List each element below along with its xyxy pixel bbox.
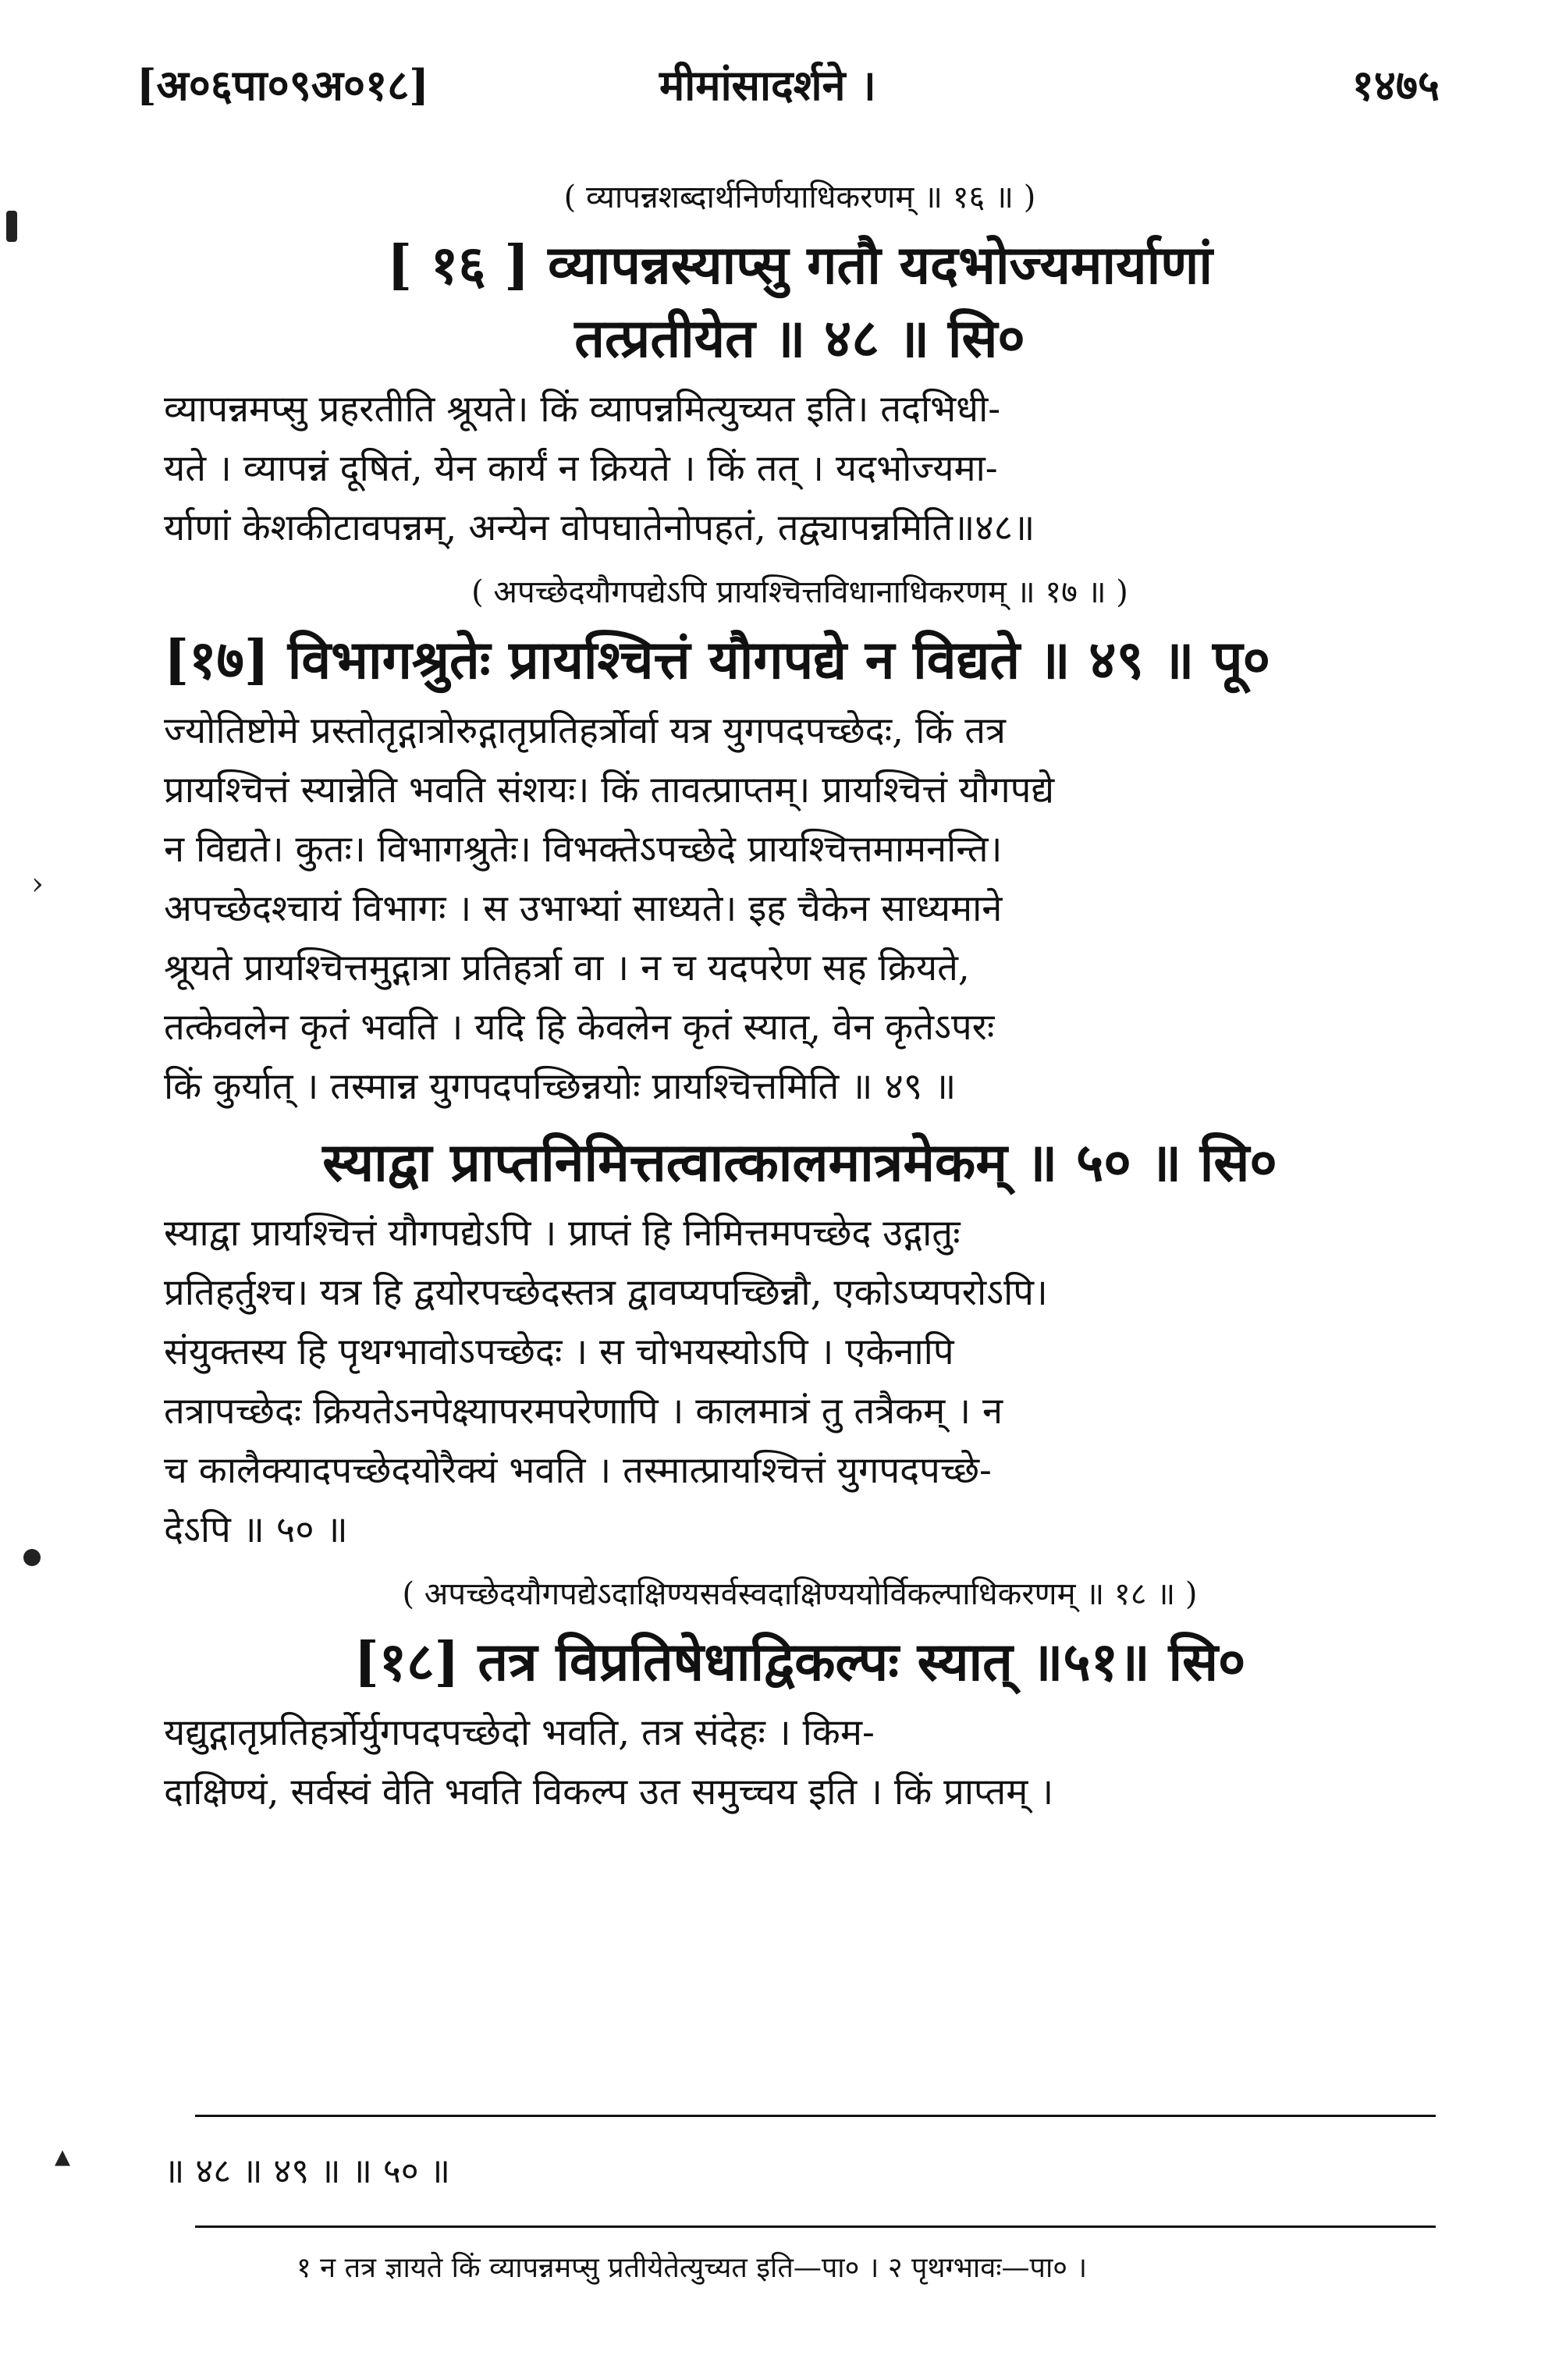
sutra-reference-line: ॥ ४८ ॥ ४९ ॥ ॥ ५० ॥ (164, 2151, 450, 2191)
commentary-line: तत्रापच्छेदः क्रियतेऽनपेक्ष्यापरमपरेणापि । कालमात्रं तु तत्रैकम् । न (164, 1390, 1003, 1433)
scan-mark-icon: › (31, 866, 44, 902)
adhikarana-heading-16: ( व्यापन्नशब्दार्थनिर्णयाधिकरणम् ॥ १६ ॥ ) (563, 179, 1036, 215)
commentary-line: स्याद्वा प्रायश्चित्तं यौगपद्येऽपि । प्राप्तं हि निमित्तमपच्छेद उद्गातुः (164, 1212, 961, 1255)
commentary-line: संयुक्तस्य हि पृथग्भावोऽपच्छेदः । स चोभयस्योऽपि । एकेनापि (164, 1330, 954, 1373)
commentary-17 (164, 702, 1436, 1117)
sutra-16 (164, 229, 1436, 375)
commentary-line: प्रतिहर्तुश्च। यत्र हि द्वयोरपच्छेदस्तत्र द्वावप्यपच्छिन्नौ, एकोऽप्यपरोऽपि। (164, 1271, 1048, 1314)
sutra-line: [१७] विभागश्रुतेः प्रायश्चित्तं यौगपद्ये न विद्यते ॥ ४९ ॥ पू० (164, 629, 1271, 691)
commentary-line: व्यापन्नमप्सु प्रहरतीति श्रूयते। किं व्यापन्नमित्युच्यत इति। तदभिधी- (164, 388, 1001, 431)
adhikarana-heading-18: ( अपच्छेदयौगपद्येऽदाक्षिण्यसर्वस्वदाक्षिण्ययोर्विकल्पाधिकरणम् ॥ १८ ॥ ) (402, 1576, 1198, 1612)
commentary-line: श्रूयते प्रायश्चित्तमुद्गात्रा प्रतिहर्त्रा वा । न च यदपरेण सह क्रियते, (164, 947, 970, 989)
divider-rule (195, 2115, 1436, 2117)
commentary-16 (164, 380, 1436, 558)
sutra-line: स्याद्वा प्राप्तनिमित्तत्वात्कालमात्रमेकम् ॥ ५० ॥ सि० (322, 1131, 1277, 1194)
footnote: १ न तत्र ज्ञायते किं व्यापन्नमप्सु प्रतीयेतेत्युच्यत इति—पा० । २ पृथग्भावः—पा० । (297, 2252, 1088, 2284)
sutra-50 (164, 1126, 1436, 1199)
page-number: १४७५ (1351, 60, 1440, 110)
commentary-line: किं कुर्यात् । तस्मान्न युगपदपच्छिन्नयोः प्रायश्चित्तमिति ॥ ४९ ॥ (164, 1065, 957, 1108)
sutra-17 (164, 623, 1436, 697)
adhikarana-heading-17: ( अपच्छेदयौगपद्येऽपि प्रायश्चित्तविधानाधिकरणम् ॥ १७ ॥ ) (471, 574, 1128, 610)
commentary-line: च कालैक्यादपच्छेदयोरैक्यं भवति । तस्मात्प्रायश्चित्तं युगपदपच्छे- (164, 1449, 992, 1492)
commentary-line: अपच्छेदश्चायं विभागः । स उभाभ्यां साध्यते। इह चैकेन साध्यमाने (164, 887, 1003, 930)
scan-mark-icon: ▴ (55, 2138, 71, 2174)
commentary-line: यते । व्यापन्नं दूषितं, येन कार्यं न क्रियते । किं तत् । यदभोज्यमा- (164, 447, 998, 490)
commentary-18 (164, 1703, 1436, 1822)
sutra-line: [१८] तत्र विप्रतिषेधाद्विकल्पः स्यात् ॥५१॥ सि० (353, 1631, 1246, 1693)
commentary-line: प्रायश्चित्तं स्यान्नेति भवति संशयः। किं तावत्प्राप्तम्। प्रायश्चित्तं यौगपद्ये (164, 769, 1055, 812)
scan-speck (23, 1549, 41, 1566)
divider-rule (195, 2225, 1436, 2228)
commentary-50 (164, 1204, 1436, 1560)
sutra-line: [ १६ ] व्यापन्नस्याप्सु गतौ यदभोज्यमार्याणां (386, 234, 1213, 297)
commentary-line: दाक्षिण्यं, सर्वस्वं वेति भवति विकल्प उत समुच्चय इति । किं प्राप्तम् । (164, 1771, 1054, 1813)
commentary-line: देऽपि ॥ ५० ॥ (164, 1508, 348, 1551)
sutra-line: तत्प्रतीयेत ॥ ४८ ॥ सि० (574, 307, 1025, 370)
commentary-line: र्याणां केशकीटावपन्नम्, अन्येन वोपघातेनोपहतं, तद्व्यापन्नमिति॥४८॥ (164, 506, 1035, 549)
chapter-reference: [अ०६पा०९अ०१८] (137, 60, 429, 110)
running-head (137, 55, 1440, 125)
commentary-line: यद्युद्गातृप्रतिहर्त्रोर्युगपदपच्छेदो भवति, तत्र संदेहः । किम- (164, 1711, 875, 1754)
sutra-18 (164, 1625, 1436, 1699)
commentary-line: ज्योतिष्टोमे प्रस्तोतृद्गात्रोरुद्गातृप्रतिहर्त्रोर्वा यत्र युगपदपच्छेदः, किं तत्र (164, 709, 1006, 752)
book-title: मीमांसादर्शने । (659, 60, 876, 110)
commentary-line: तत्केवलेन कृतं भवति । यदि हि केवलेन कृतं स्यात्, वेन कृतेऽपरः (164, 1006, 995, 1049)
main-text (164, 168, 1436, 1831)
commentary-line: न विद्यते। कुतः। विभागश्रुतेः। विभक्तेऽपच्छेदे प्रायश्चित्तमामनन्ति। (164, 828, 1003, 871)
scan-speck (6, 211, 17, 242)
